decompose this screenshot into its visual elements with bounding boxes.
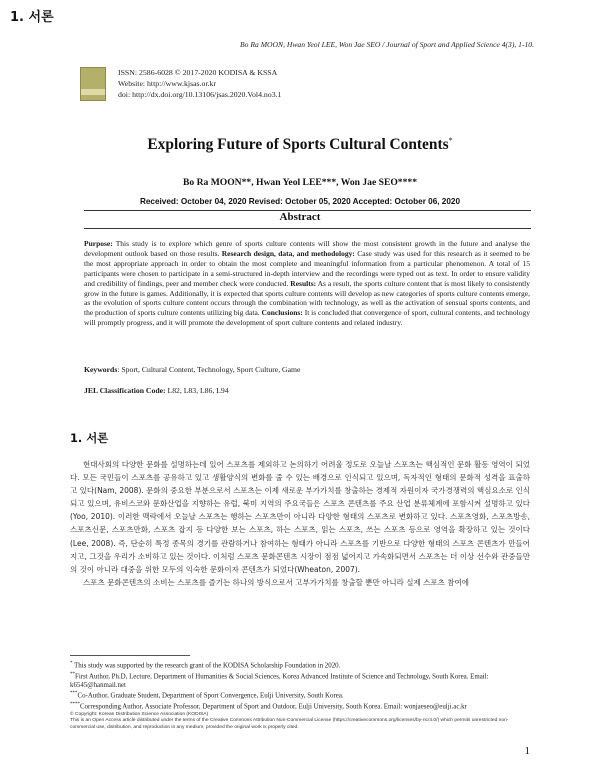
body-paragraph: 스포츠 문화콘텐츠의 소비는 스포츠를 즐기는 하나의 방식으로서 고부가가치를 창출할 뿐만 아니라 실제 스포츠 참여에 xyxy=(83,577,469,587)
abstract-heading: Abstract xyxy=(279,211,321,223)
footnote-item xyxy=(70,660,532,671)
footnotes xyxy=(70,660,532,731)
jel-codes xyxy=(84,386,229,395)
purpose-text: This study is to explore which genre of sports culture contents will show the most consistent growth in the future and analyse the development outlook based on those results. xyxy=(84,239,530,258)
issn-line: ISSN: 2586-6028 © 2017-2020 KODISA & KSSA xyxy=(118,68,278,77)
footnote-item xyxy=(70,671,532,690)
paper-title xyxy=(0,136,600,154)
abstract-body xyxy=(84,239,530,328)
footnote-item xyxy=(70,701,532,712)
running-head: Bo Ra MOON, Hwan Yeol LEE, Won Jae SEO / Journal of Sport and Applied Science 4(3), 1-10. xyxy=(240,40,534,49)
footnote-mark: * xyxy=(70,661,73,666)
footnote-text: Corresponding Author, Associate Professor, Department of Sport and Outdoor, Eulji University, South Korea. Email: wonjaeseo@eulji.ac.kr xyxy=(80,703,467,711)
title-footnote-mark: * xyxy=(448,136,453,145)
license-text: This is an Open Access article distributed under the terms of the Creative Commons Attribution Non-Commercial License (https://creativecommons.org/licenses/by-nc/4.0/) which permits unrestricted non-commercial use, distribution, and reproduction in any medium, provided the original work is properly cited. xyxy=(70,718,509,730)
copyright-line: © Copyright: Korean Distribution Science Association (KODISA) xyxy=(70,712,209,718)
jel-label: JEL Classification Code: xyxy=(84,386,166,395)
conclusions-text: It is concluded that convergence of sport, cultural contents, and technology will promptly progress, and it will promote the development of sport culture contents and related industry. xyxy=(84,308,530,328)
journal-cover-thumbnail xyxy=(80,67,106,101)
footnote-mark: *** xyxy=(70,691,78,697)
paper-title-text: Exploring Future of Sports Cultural Contents xyxy=(147,136,449,154)
author-list: Bo Ra MOON**, Hwan Yeol LEE***, Won Jae SEO**** xyxy=(182,177,417,188)
footnote-text: This study was supported by the research grant of the KODISA Scholarship Foundation in 2020. xyxy=(72,662,341,670)
top-heading: 1. 서론 xyxy=(10,10,54,25)
footnote-rule xyxy=(70,655,190,656)
keywords-text: : Sport, Cultural Content, Technology, Sport Culture, Game xyxy=(117,365,301,374)
body-paragraph: 현대사회의 다양한 문화를 설명하는데 있어 스포츠를 제외하고 논의하기 어려울 정도로 오늘날 스포츠는 핵심적인 문화 활동 영역이 되었다. 모든 국민들이 스포츠를 공유하고 있고 생활양식의 변화를 줄 수 있는 배경으로 인식되고 있으며, 독자적인 형태의 문화적 성격을 표출하고 있다(Nam, 2008). 문화의 중요한 부분으로서 스포츠는 이제 새로운 부가가치를 창출하는 경제적 자원이자 국가경쟁력의 핵심요소로 인식되고 있으며, 유비스코와 문화산업을 지향하는 유럽, 북미 지역의 주요국들은 스포츠 콘텐츠를 주요 산업 분류체계에 포함시켜 설명하고 있다 (Yoo, 2010). 이러한 맥락에서 오늘날 스포츠는 행하는 스포츠만이 아니라 다양한 형태의 스포츠로 변화하고 있다. 스포츠영화, 스포츠방송, 스포츠신문, 스포츠만화, 스포츠 잡지 등 다양한 보는 스포츠, 하는 스포츠, 읽는 스포츠, 쓰는 스포츠 등으로 영역을 확장하고 있는 것이다(Lee, 2008). 즉, 단순히 특정 종목의 경기를 관람하거나 참여하는 형태가 아니라 스포츠를 기반으로 다양한 형태의 스포츠 콘텐츠가 만들어지고, 그것을 우리가 소비하고 있는 것이다. 이처럼 스포츠 문화콘텐츠 시장이 점점 넓어지고 가속화되면서 스포츠는 더 이상 선수와 관중들만의 것이 아니라 대중을 위한 모두의 익숙한 문화이자 콘텐츠가 되었다(Wheaton, 2007). xyxy=(70,460,530,574)
method-text: Case study was used for this research as it seemed to be the most appropriate approach in order to obtain the most complete and meaningful information from a particular phenomenon. A total of 15 participants were chosen to participate in a semi-structured in-depth interview and the recordings were typed out as text. In order to ensure validity and credibility of findings, peer and member check were conducted. xyxy=(84,248,530,288)
purpose-label: Purpose: xyxy=(84,239,113,248)
abstract-bottom-rule xyxy=(84,228,531,229)
results-label: Results: xyxy=(290,278,317,288)
section-heading: 1. 서론 xyxy=(70,431,109,445)
footnote-item xyxy=(70,690,532,701)
body-text xyxy=(70,458,530,589)
footnote-mark: **** xyxy=(70,702,80,708)
footnote-mark: ** xyxy=(70,671,75,677)
submission-dates: Received: October 04, 2020 Revised: October 05, 2020 Accepted: October 06, 2020 xyxy=(139,197,461,206)
journal-meta xyxy=(118,68,281,100)
doi-line: doi: http://dx.doi.org/10.13106/jsas.2020.Vol4.no3.1 xyxy=(118,89,282,99)
keywords-label: Keywords xyxy=(84,365,118,374)
footnote-text: Co-Author, Graduate Student, Department of Sport Convergence, Eulji University, South Korea. xyxy=(77,692,344,700)
website-line: Website: http://www.kjsas.or.kr xyxy=(118,78,217,88)
method-label: Research design, data, and methodology: xyxy=(221,248,355,258)
footnote-text: First Author, Ph.D, Lecture, Department of Humanities & Social Sciences, Korea Advanced Institute of Science and Technology, South Korea. Email: k6545@hanmail.net xyxy=(70,673,489,689)
jel-text: L82, L83, L86, L94 xyxy=(165,386,229,395)
conclusions-label: Conclusions: xyxy=(261,308,303,318)
page-number: 1 xyxy=(524,745,530,757)
results-text: As a result, the sports culture content that is most likely to consistently grow in the future is games. Additionally, it is expected that sports culture contents will develop as new categories of sports culture contents emerge, as the evolution of sports culture content occurs through the combination with technology, as well as the activation of sensual sports contents, and the production of sports culture contents utilizing big data. xyxy=(84,278,530,318)
keywords xyxy=(84,365,300,374)
